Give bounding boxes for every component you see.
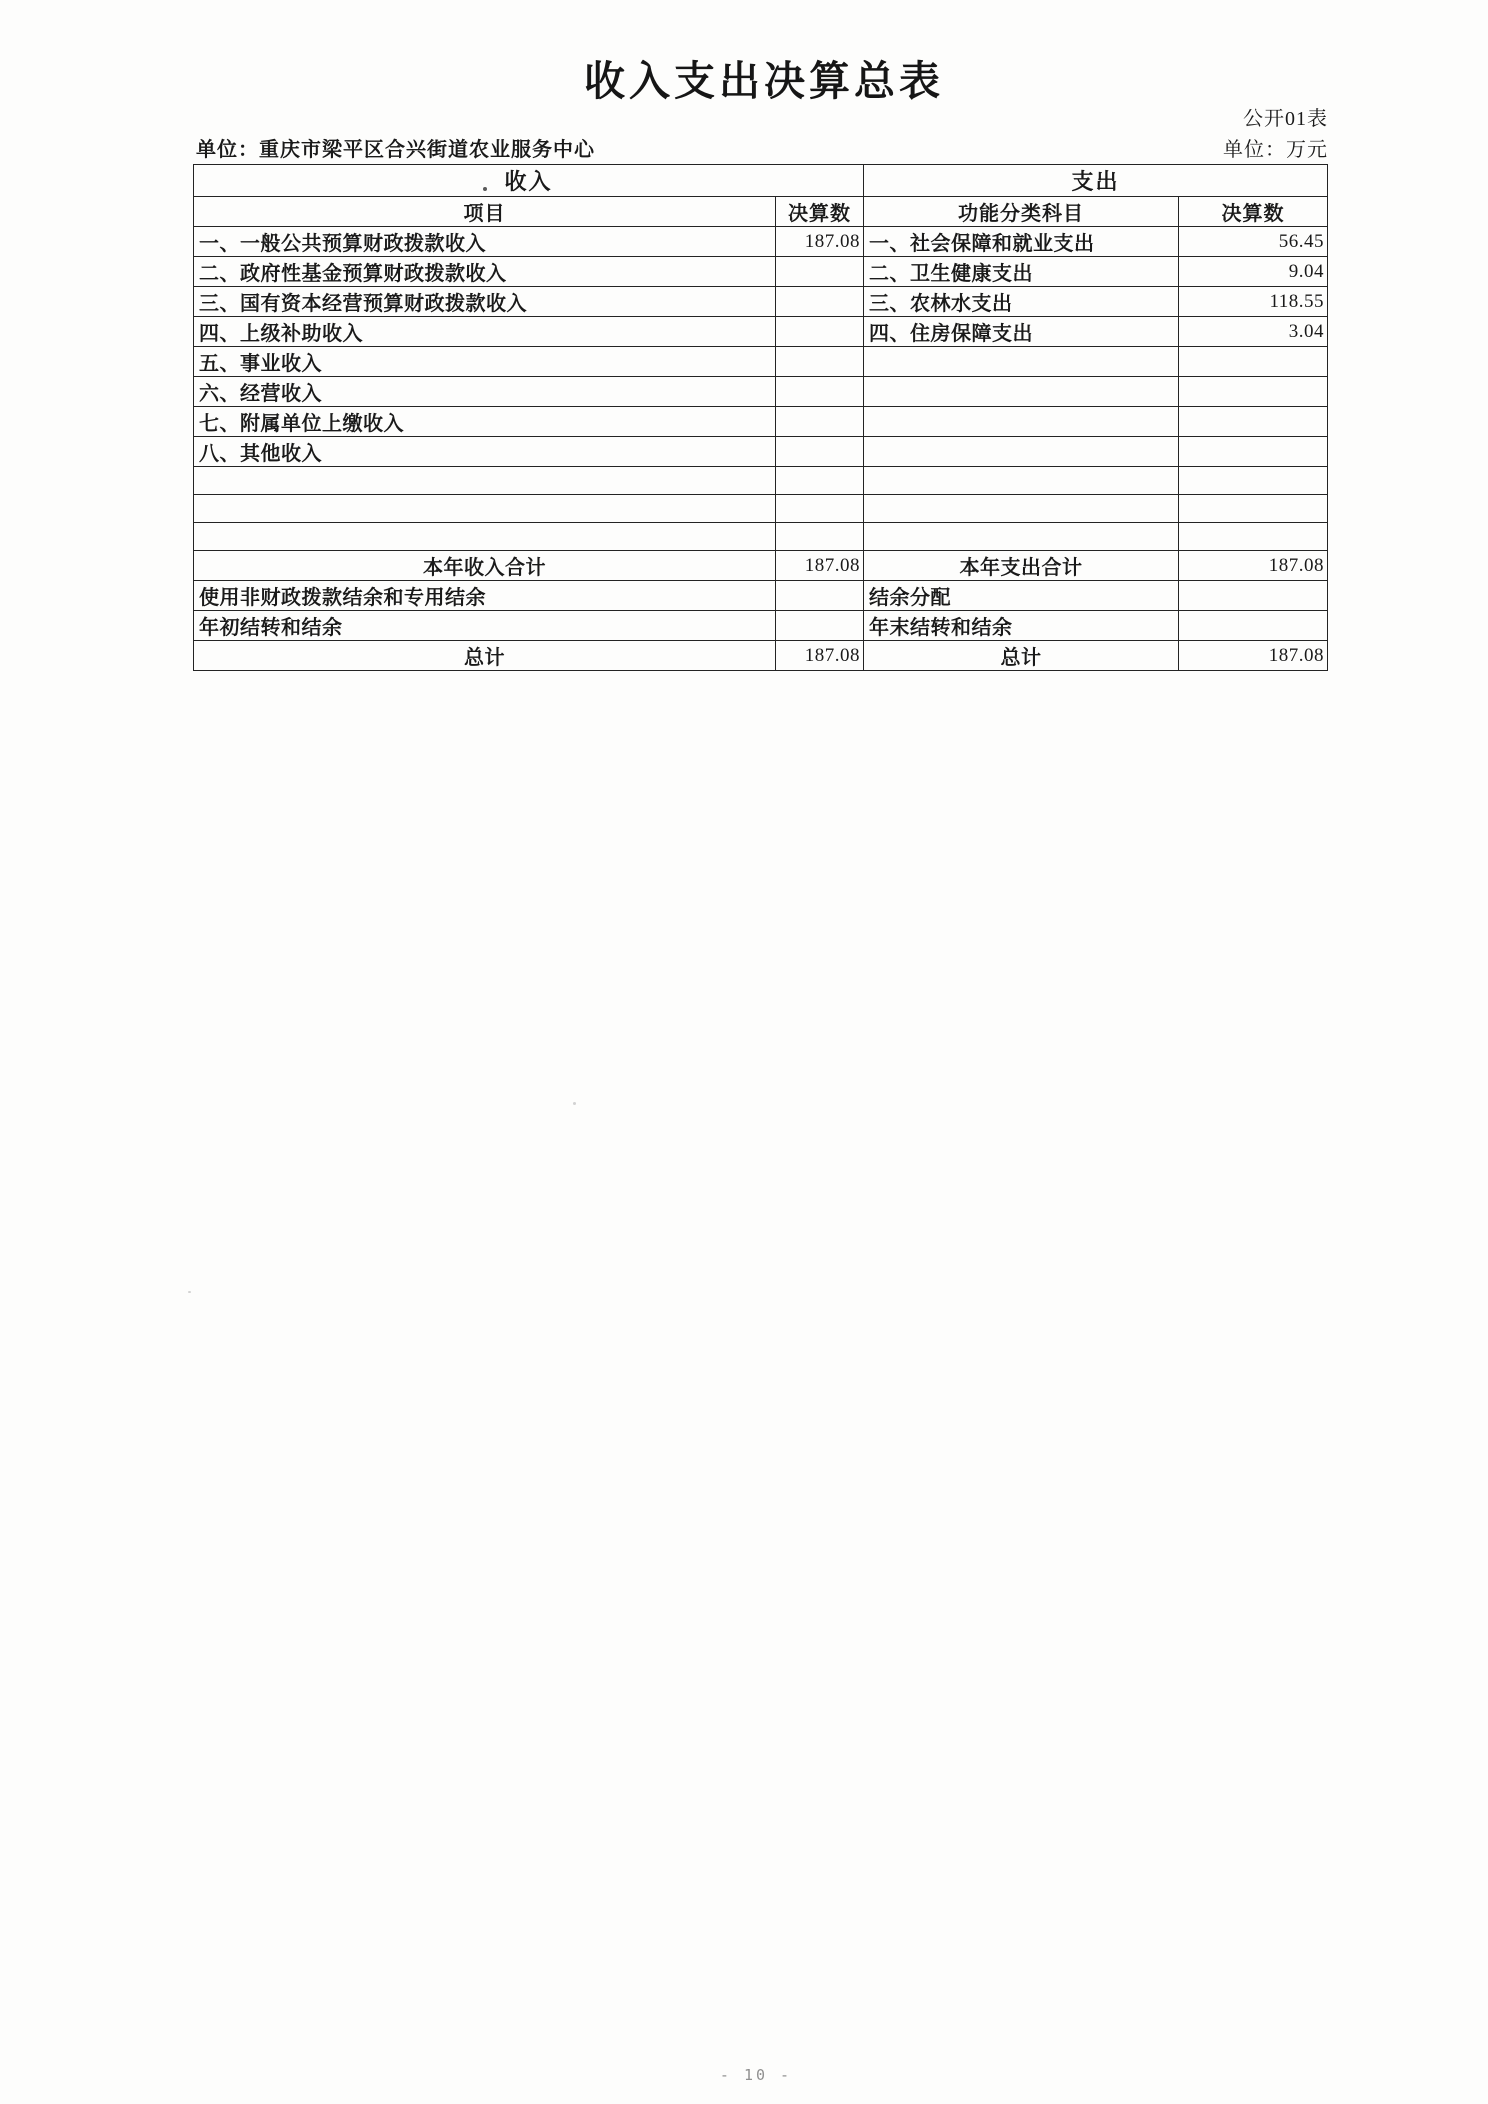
income-amount-cell (776, 611, 864, 641)
income-amount-cell (776, 377, 864, 407)
income-item-column-header: 项目 (194, 197, 776, 227)
table-row (194, 257, 1328, 287)
expense-item-cell: 本年支出合计 (864, 551, 1179, 581)
table-row (194, 407, 1328, 437)
table-row (194, 227, 1328, 257)
expense-item-cell (864, 407, 1179, 437)
expense-item-cell (864, 437, 1179, 467)
income-item-cell: 七、附属单位上缴收入 (194, 407, 776, 437)
table-row (194, 551, 1328, 581)
scan-speck (573, 1102, 576, 1105)
expense-item-cell: 一、社会保障和就业支出 (864, 227, 1179, 257)
scan-speck (188, 1291, 191, 1293)
income-amount-cell: 187.08 (776, 227, 864, 257)
table-body (194, 227, 1328, 671)
income-item-cell: 使用非财政拨款结余和专用结余 (194, 581, 776, 611)
expense-item-cell: 结余分配 (864, 581, 1179, 611)
expense-item-cell: 四、住房保障支出 (864, 317, 1179, 347)
income-amount-column-header: 决算数 (776, 197, 864, 227)
income-amount-cell (776, 257, 864, 287)
table-row (194, 437, 1328, 467)
table-row (194, 495, 1328, 523)
income-section-header: 收入 (194, 165, 864, 197)
income-amount-cell (776, 495, 864, 523)
expense-amount-cell: 118.55 (1179, 287, 1328, 317)
income-amount-cell (776, 317, 864, 347)
expense-amount-cell: 187.08 (1179, 641, 1328, 671)
expense-amount-cell (1179, 437, 1328, 467)
page-number: - 10 - (719, 2066, 793, 2084)
expense-amount-cell (1179, 611, 1328, 641)
income-amount-cell: 187.08 (776, 641, 864, 671)
income-amount-cell (776, 523, 864, 551)
table-row (194, 611, 1328, 641)
expense-item-cell: 二、卫生健康支出 (864, 257, 1179, 287)
table-row (194, 467, 1328, 495)
org-unit-label: 单位：重庆市梁平区合兴街道农业服务中心 (196, 139, 595, 161)
expense-amount-cell (1179, 495, 1328, 523)
expense-amount-cell (1179, 377, 1328, 407)
table-row (194, 317, 1328, 347)
income-item-cell: 二、政府性基金预算财政拨款收入 (194, 257, 776, 287)
expense-amount-cell: 9.04 (1179, 257, 1328, 287)
income-item-cell: 三、国有资本经营预算财政拨款收入 (194, 287, 776, 317)
table-code-label: 公开01表 (1243, 108, 1328, 130)
table-row (194, 581, 1328, 611)
income-amount-cell: 187.08 (776, 551, 864, 581)
income-amount-cell (776, 407, 864, 437)
income-item-cell (194, 467, 776, 495)
expense-amount-cell (1179, 347, 1328, 377)
table-row (194, 523, 1328, 551)
expense-item-cell (864, 347, 1179, 377)
income-item-cell: 六、经营收入 (194, 377, 776, 407)
table-row (194, 347, 1328, 377)
table-row (194, 641, 1328, 671)
expense-item-column-header: 功能分类科目 (864, 197, 1179, 227)
income-item-cell: 年初结转和结余 (194, 611, 776, 641)
income-item-cell (194, 523, 776, 551)
expense-section-header: 支出 (864, 165, 1328, 197)
income-amount-cell (776, 581, 864, 611)
table-row (194, 377, 1328, 407)
expense-item-cell: 三、农林水支出 (864, 287, 1179, 317)
income-item-cell: 八、其他收入 (194, 437, 776, 467)
expense-amount-cell (1179, 581, 1328, 611)
expense-item-cell: 总计 (864, 641, 1179, 671)
table-header (194, 165, 1328, 227)
income-item-cell: 一、一般公共预算财政拨款收入 (194, 227, 776, 257)
document-title: 收入支出决算总表 (584, 58, 944, 104)
expense-amount-cell: 187.08 (1179, 551, 1328, 581)
expense-amount-cell: 3.04 (1179, 317, 1328, 347)
expense-amount-column-header: 决算数 (1179, 197, 1328, 227)
expense-item-cell (864, 523, 1179, 551)
expense-amount-cell (1179, 467, 1328, 495)
expense-amount-cell (1179, 407, 1328, 437)
income-amount-cell (776, 347, 864, 377)
income-amount-cell (776, 287, 864, 317)
expense-item-cell: 年末结转和结余 (864, 611, 1179, 641)
budget-summary-table (193, 164, 1328, 671)
currency-unit-label: 单位：万元 (1223, 139, 1328, 161)
income-item-cell (194, 495, 776, 523)
income-amount-cell (776, 437, 864, 467)
expense-amount-cell (1179, 523, 1328, 551)
income-amount-cell (776, 467, 864, 495)
expense-amount-cell: 56.45 (1179, 227, 1328, 257)
expense-item-cell (864, 495, 1179, 523)
table-row (194, 287, 1328, 317)
section-header-row (194, 165, 1328, 197)
income-item-cell: 五、事业收入 (194, 347, 776, 377)
expense-item-cell (864, 377, 1179, 407)
expense-item-cell (864, 467, 1179, 495)
column-header-row (194, 197, 1328, 227)
income-item-cell: 四、上级补助收入 (194, 317, 776, 347)
income-item-cell: 本年收入合计 (194, 551, 776, 581)
income-item-cell: 总计 (194, 641, 776, 671)
